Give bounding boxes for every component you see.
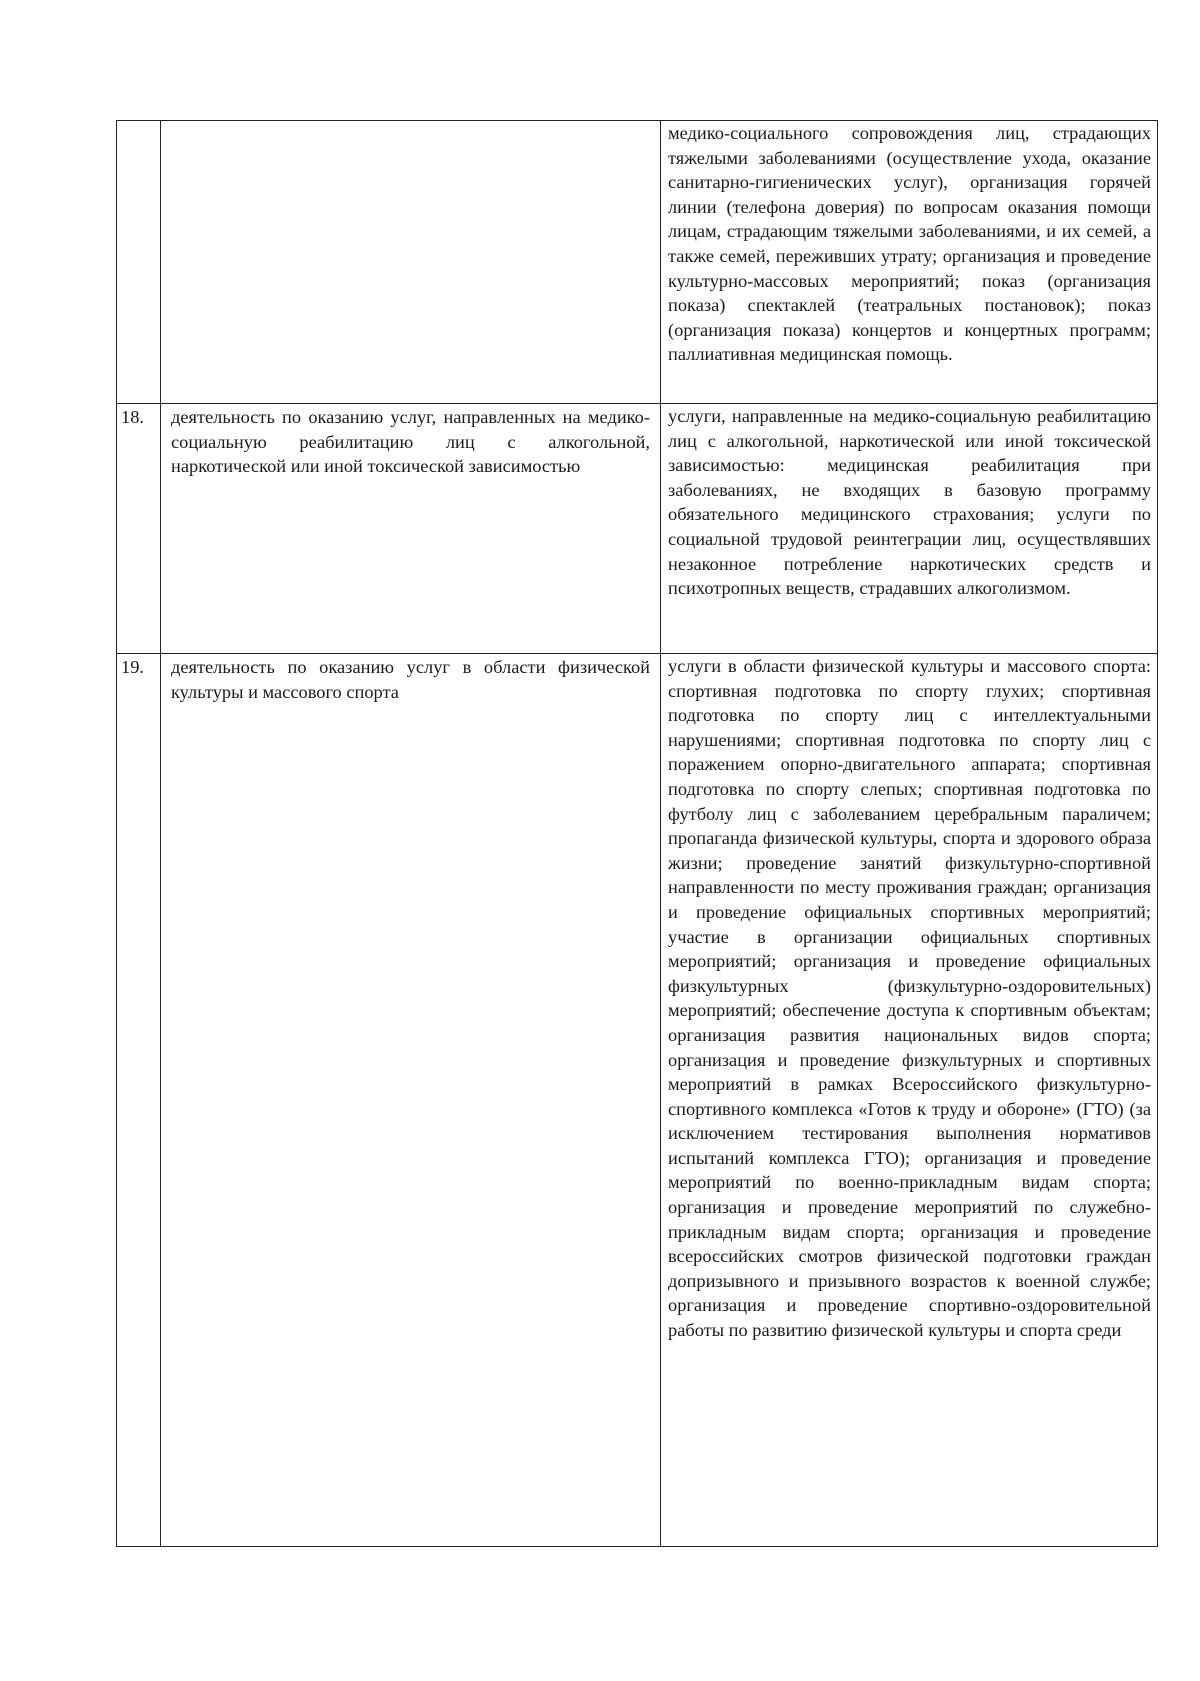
activity-cell bbox=[161, 654, 661, 1547]
row-number: 18. bbox=[121, 407, 144, 427]
row-number-cell bbox=[117, 404, 161, 654]
services-cell bbox=[661, 121, 1158, 404]
services-text: услуги в области физической культуры и массового спорта: спортивная подготовка по спорту глухих; спортивная подготовка по спорту лиц с интеллектуальными нарушениями; спортивная подготовка по спорту лиц с поражением опорно-двигательного аппарата; спортивная подготовка по спорту слепых; спортивная подготовка по футболу лиц с заболеванием церебральным параличем; пропаганда физической культуры, спорта и здорового образа жизни; проведение занятий физкультурно-спортивной направленности по месту проживания граждан; организация и проведение официальных спортивных мероприятий; участие в организации официальных спортивных мероприятий; организация и проведение официальных физкультурных (физкультурно-оздоровительных) мероприятий; обеспечение доступа к спортивным объектам; организация развития национальных видов спорта; организация и проведение физкультурных и спортивных мероприятий в рамках Всероссийского физкультурно-спортивного комплекса «Готов к труду и обороне» (ГТО) (за исключением тестирования выполнения нормативов испытаний комплекса ГТО); организация и проведение мероприятий по военно-прикладным видам спорта; организация и проведение мероприятий по служебно-прикладным видам спорта; организация и проведение всероссийских смотров физической подготовки граждан допризывного и призывного возрастов к военной службе; организация и проведение спортивно-оздоровительной работы по развитию физической культуры и спорта среди bbox=[668, 656, 1151, 1341]
activity-cell bbox=[161, 404, 661, 654]
row-number-cell bbox=[117, 654, 161, 1547]
table-row bbox=[117, 404, 1158, 654]
services-cell bbox=[661, 404, 1158, 654]
activity-cell bbox=[161, 121, 661, 404]
services-cell bbox=[661, 654, 1158, 1547]
table-row bbox=[117, 654, 1158, 1547]
activity-text: деятельность по оказанию услуг, направленных на медико-социальную реабилитацию лиц с алкогольной, наркотической или иной токсической зависимостью bbox=[171, 407, 650, 477]
row-number: 19. bbox=[121, 657, 144, 677]
services-text: медико-социального сопровождения лиц, страдающих тяжелыми заболеваниями (осуществление ухода, оказание санитарно-гигиенических услуг), организация горячей линии (телефона доверия) по вопросам оказания помощи лицам, страдающим тяжелыми заболеваниями, и их семей, а также семей, переживших утрату; организация и проведение культурно-массовых мероприятий; показ (организация показа) спектаклей (театральных постановок); показ (организация показа) концертов и концертных программ; паллиативная медицинская помощь. bbox=[668, 123, 1151, 365]
activity-text: деятельность по оказанию услуг в области физической культуры и массового спорта bbox=[171, 657, 650, 702]
services-text: услуги, направленные на медико-социальную реабилитацию лиц с алкогольной, наркотической или иной токсической зависимостью: медицинская реабилитация при заболеваниях, не входящих в базовую программу обязательного медицинского страхования; услуги по социальной трудовой реинтеграции лиц, осуществлявших незаконное потребление наркотических средств и психотропных веществ, страдавших алкоголизмом. bbox=[668, 406, 1151, 599]
row-number-cell bbox=[117, 121, 161, 404]
services-table bbox=[116, 120, 1158, 1547]
table-row bbox=[117, 121, 1158, 404]
